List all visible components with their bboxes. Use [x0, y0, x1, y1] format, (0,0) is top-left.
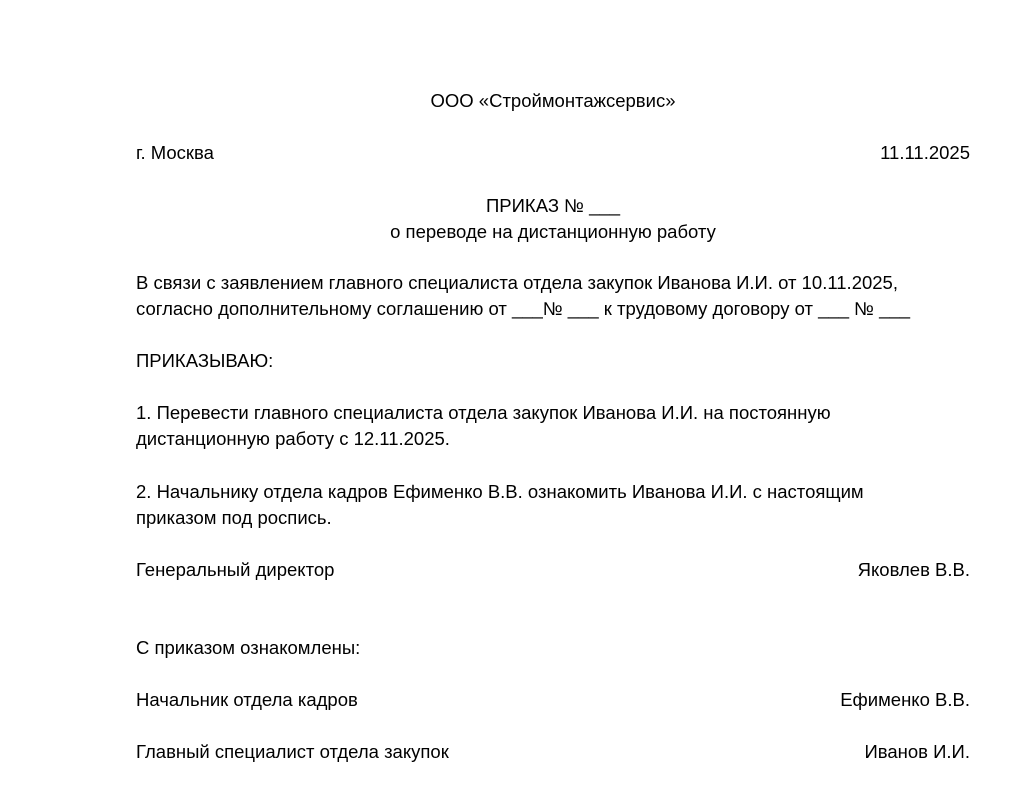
intro-line-1: В связи с заявлением главного специалиста отдела закупок Иванова И.И. от 10.11.2025, [136, 272, 898, 293]
organization-name: ООО «Строймонтажсервис» [430, 90, 676, 111]
item-1-line-1: 1. Перевести главного специалиста отдела закупок Иванова И.И. на постоянную [136, 402, 831, 423]
acknowledged-position: Начальник отдела кадров [136, 689, 358, 710]
acknowledged-row [136, 739, 970, 765]
place-date-row [136, 140, 970, 166]
item-2-line-2: приказом под роспись. [136, 507, 332, 528]
order-title: ПРИКАЗ № ___ [485, 195, 620, 216]
acknowledged-title: С приказом ознакомлены: [136, 637, 361, 658]
director-signature-row [136, 557, 970, 583]
city: г. Москва [136, 142, 214, 163]
acknowledged-name: Ефименко В.В. [840, 689, 970, 710]
acknowledged-position: Главный специалист отдела закупок [136, 741, 449, 762]
order-date: 11.11.2025 [880, 142, 970, 163]
director-position: Генеральный директор [136, 559, 335, 580]
director-name: Яковлев В.В. [857, 559, 970, 580]
acknowledged-row [136, 687, 970, 713]
order-subtitle: о переводе на дистанционную работу [390, 221, 716, 242]
item-1-line-2: дистанционную работу с 12.11.2025. [136, 428, 450, 449]
acknowledged-name: Иванов И.И. [864, 741, 970, 762]
order-word: ПРИКАЗЫВАЮ: [136, 350, 274, 371]
item-2-line-1: 2. Начальнику отдела кадров Ефименко В.В. ознакомить Иванова И.И. с настоящим [136, 481, 864, 502]
intro-line-2: согласно дополнительному соглашению от ___№ ___ к трудовому договору от ___ № ___ [136, 298, 910, 319]
